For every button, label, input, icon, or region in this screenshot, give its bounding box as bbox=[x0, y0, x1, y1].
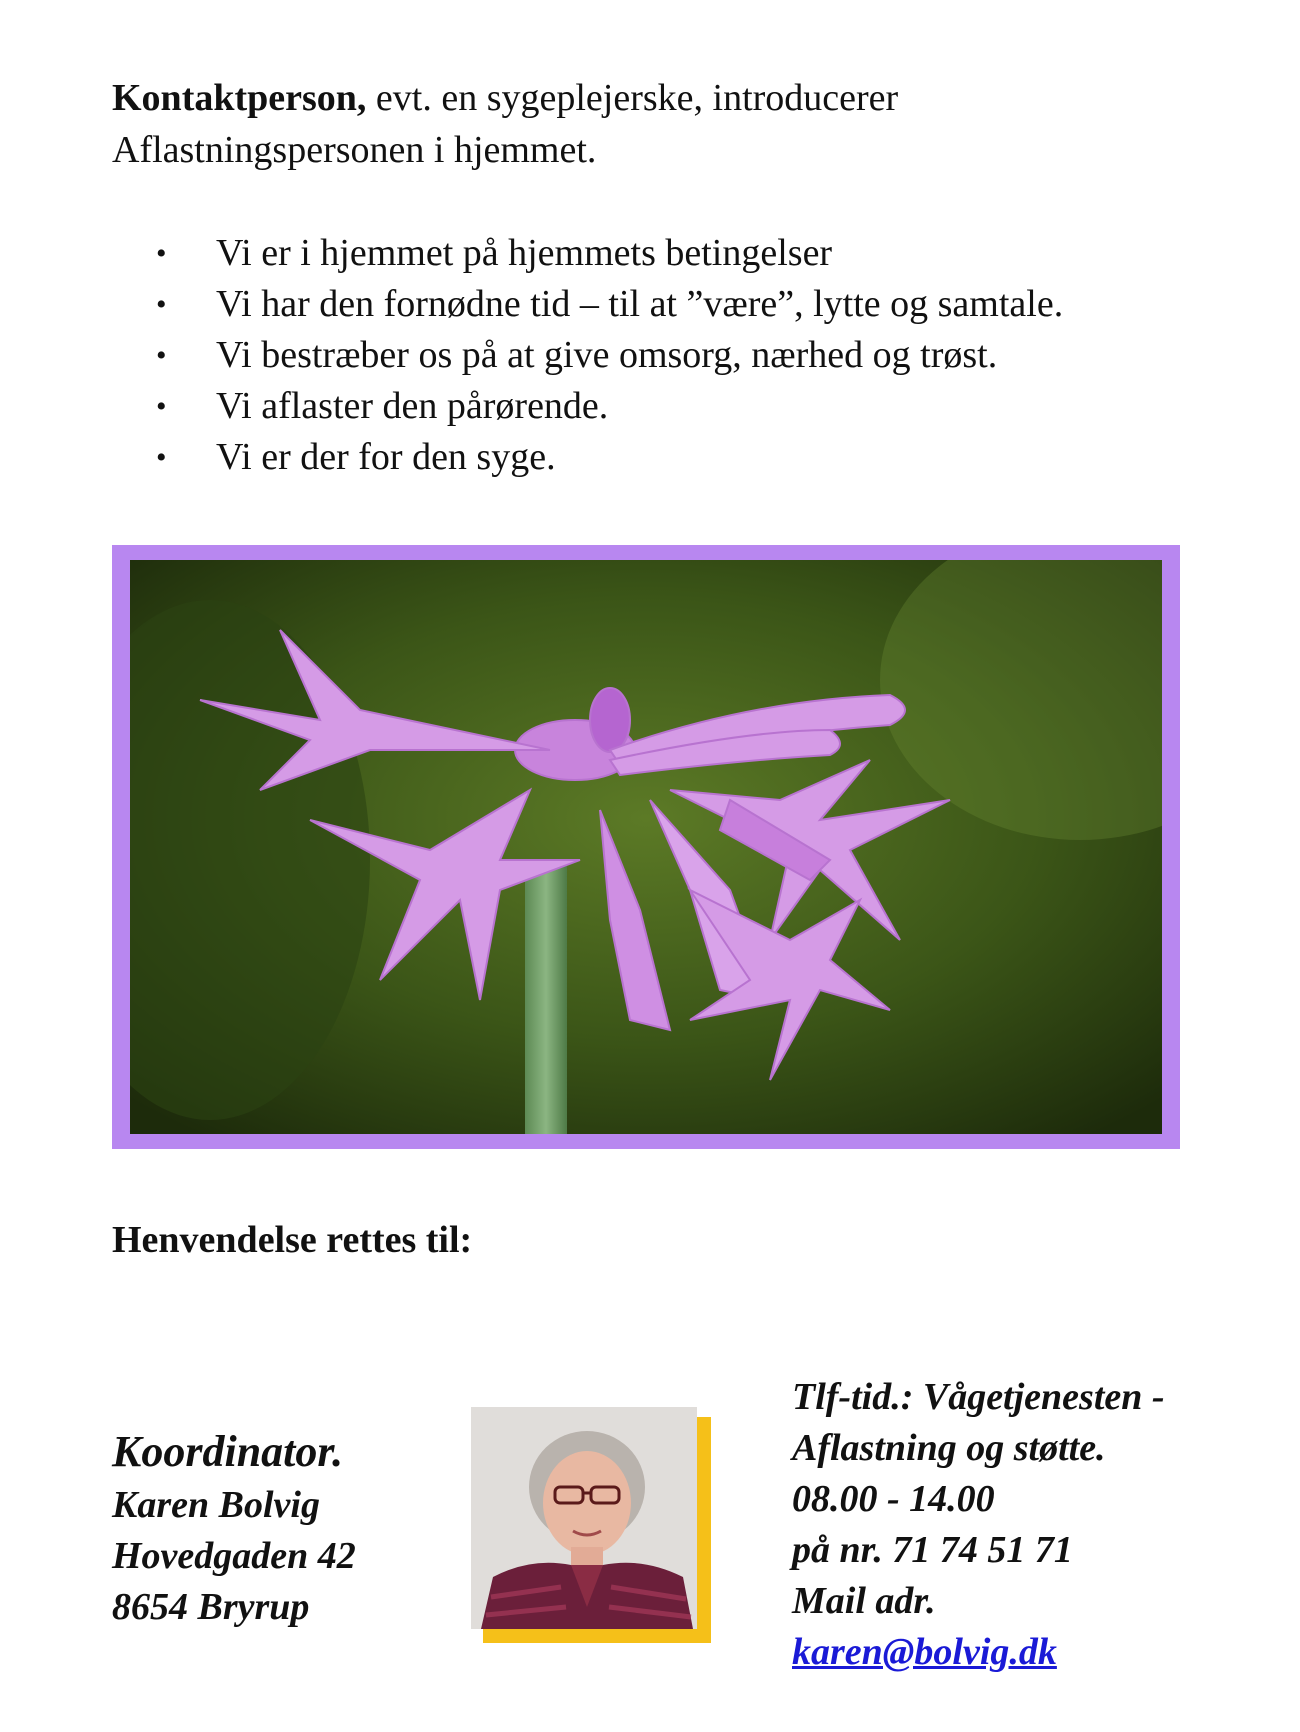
bullet-dot-icon: • bbox=[156, 339, 167, 372]
bullet-dot-icon: • bbox=[156, 288, 167, 321]
intro-line-1-rest: evt. en sygeplejerske, introducerer bbox=[366, 77, 899, 119]
flower-photo bbox=[130, 560, 1162, 1134]
bullet-list bbox=[150, 228, 1270, 483]
list-item: • Vi bestræber os på at give omsorg, nærhed og trøst. bbox=[150, 330, 1270, 381]
portrait-illustration bbox=[471, 1407, 697, 1629]
phone-info bbox=[792, 1372, 1165, 1678]
intro-bold-lead: Kontaktperson, bbox=[112, 77, 367, 119]
phone-number: på nr. 71 74 51 71 bbox=[792, 1529, 1073, 1571]
list-item: • Vi er i hjemmet på hjemmets betingelser bbox=[150, 228, 1270, 279]
list-item: • Vi er der for den syge. bbox=[150, 432, 1270, 483]
intro-paragraph bbox=[112, 72, 1212, 176]
bullet-dot-icon: • bbox=[156, 390, 167, 423]
coordinator-name: Karen Bolvig bbox=[112, 1484, 320, 1526]
bullet-dot-icon: • bbox=[156, 237, 167, 270]
coordinator-street: Hovedgaden 42 bbox=[112, 1535, 356, 1577]
email-link[interactable]: karen@bolvig.dk bbox=[792, 1631, 1057, 1673]
phone-hours: 08.00 - 14.00 bbox=[792, 1478, 995, 1520]
portrait-block bbox=[471, 1407, 711, 1643]
coordinator-title: Koordinator. bbox=[112, 1427, 344, 1476]
coordinator-portrait bbox=[471, 1407, 697, 1629]
list-item: • Vi aflaster den pårørende. bbox=[150, 381, 1270, 432]
list-item: • Vi har den fornødne tid – til at ”være”, lytte og samtale. bbox=[150, 279, 1270, 330]
mail-label: Mail adr. bbox=[792, 1580, 936, 1622]
coordinator-city: 8654 Bryrup bbox=[112, 1586, 310, 1628]
contact-heading: Henvendelse rettes til: bbox=[112, 1219, 473, 1261]
flower-photo-frame bbox=[112, 545, 1180, 1149]
phone-info-line-1: Tlf-tid.: Vågetjenesten - bbox=[792, 1376, 1165, 1418]
bullet-dot-icon: • bbox=[156, 441, 167, 474]
flower-illustration bbox=[130, 560, 1162, 1134]
phone-info-line-2: Aflastning og støtte. bbox=[792, 1427, 1106, 1469]
intro-line-1 bbox=[112, 72, 1212, 124]
intro-line-2: Aflastningspersonen i hjemmet. bbox=[112, 129, 597, 171]
coordinator-address bbox=[112, 1424, 356, 1633]
